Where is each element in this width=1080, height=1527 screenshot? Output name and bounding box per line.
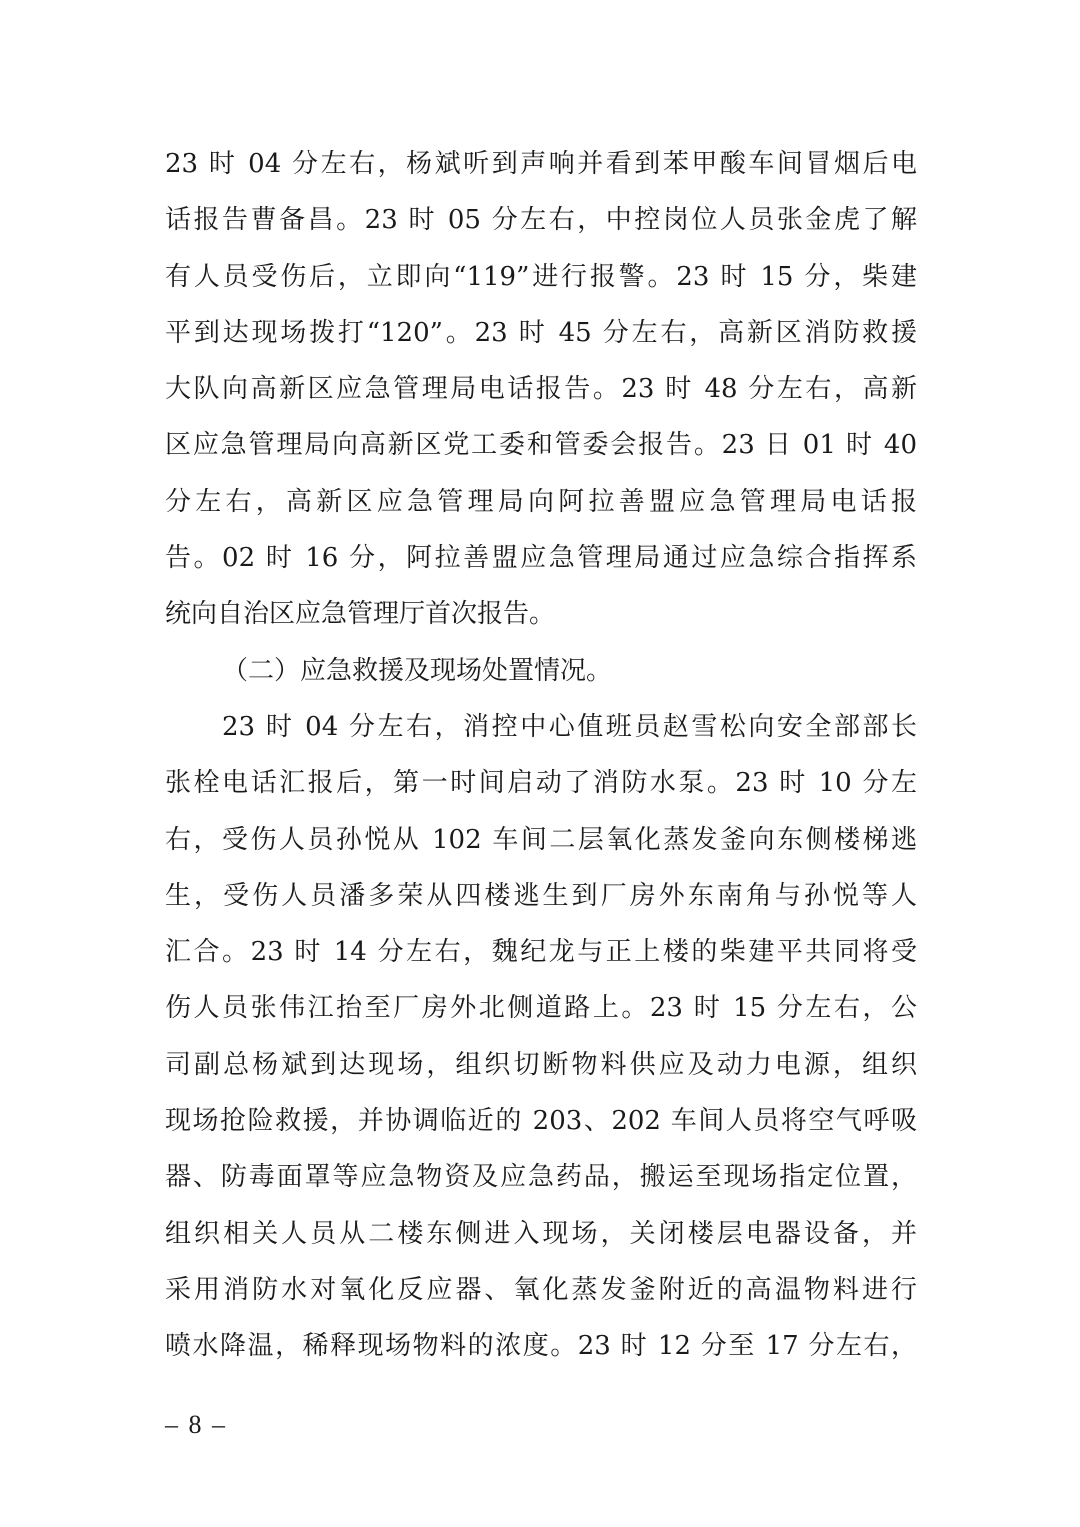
text-line: 汇合。23 时 14 分左右，魏纪龙与正上楼的柴建平共同将受	[165, 937, 917, 968]
text-line: 统向自治区应急管理厅首次报告。	[165, 599, 556, 630]
text-line: 生，受伤人员潘多荣从四楼逃生到厂房外东南角与孙悦等人	[165, 880, 917, 911]
text-line: 现场抢险救援，并协调临近的 203、202 车间人员将空气呼吸	[165, 1106, 917, 1137]
text-line: 23 时 04 分左右，消控中心值班员赵雪松向安全部部长	[222, 711, 917, 742]
text-line: 张栓电话汇报后，第一时间启动了消防水泵。23 时 10 分左	[165, 768, 917, 799]
text-line: 告。02 时 16 分，阿拉善盟应急管理局通过应急综合指挥系	[165, 543, 917, 574]
text-line: 区应急管理局向高新区党工委和管委会报告。23 日 01 时 40	[165, 430, 917, 461]
text-line: （二）应急救援及现场处置情况。	[222, 655, 613, 686]
text-line: 喷水降温，稀释现场物料的浓度。23 时 12 分至 17 分左右，	[165, 1331, 917, 1362]
page-number-label: – 8 –	[165, 1410, 227, 1439]
text-line: 话报告曹备昌。23 时 05 分左右，中控岗位人员张金虎了解	[165, 205, 917, 236]
text-line: 右，受伤人员孙悦从 102 车间二层氧化蒸发釜向东侧楼梯逃	[165, 824, 917, 855]
text-line: 采用消防水对氧化反应器、氧化蒸发釜附近的高温物料进行	[165, 1274, 917, 1305]
text-line: 平到达现场拨打“120”。23 时 45 分左右，高新区消防救援	[165, 317, 917, 348]
text-line: 伤人员张伟江抬至厂房外北侧道路上。23 时 15 分左右，公	[165, 993, 917, 1024]
body-text	[165, 136, 917, 1375]
text-line: 组织相关人员从二楼东侧进入现场，关闭楼层电器设备，并	[165, 1218, 917, 1249]
text-line: 司副总杨斌到达现场，组织切断物料供应及动力电源，组织	[165, 1049, 917, 1080]
text-line: 大队向高新区应急管理局电话报告。23 时 48 分左右，高新	[165, 374, 917, 405]
text-line: 23 时 04 分左右，杨斌听到声响并看到苯甲酸车间冒烟后电	[165, 149, 917, 179]
text-line: 有人员受伤后，立即向“119”进行报警。23 时 15 分，柴建	[165, 261, 917, 292]
text-line: 分左右，高新区应急管理局向阿拉善盟应急管理局电话报	[165, 486, 917, 517]
text-line: 器、防毒面罩等应急物资及应急药品，搬运至现场指定位置，	[165, 1162, 917, 1193]
